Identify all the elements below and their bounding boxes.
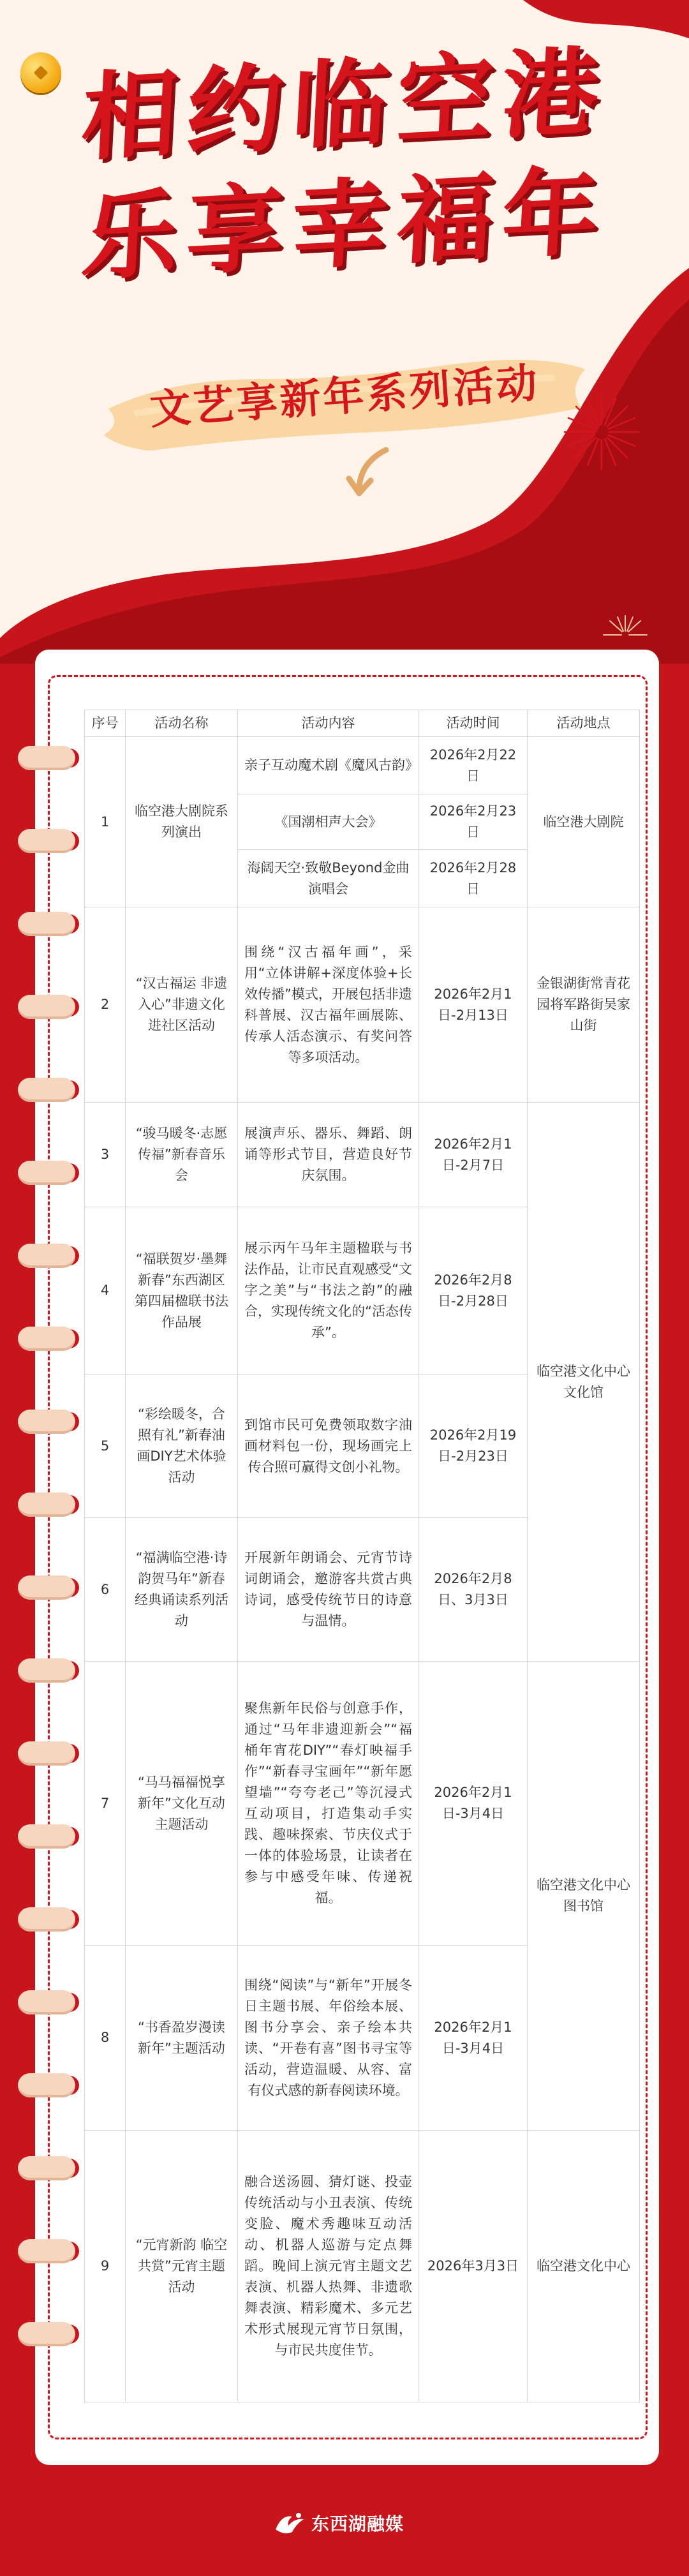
- title-line-1: 相约临空港: [78, 36, 611, 175]
- binder-ring: [18, 2239, 75, 2263]
- activity-time: 2026年3月3日: [419, 2131, 528, 2402]
- table-header-row: [85, 710, 640, 737]
- curved-arrow-icon: [341, 443, 399, 501]
- column-header: 活动时间: [419, 710, 528, 737]
- binder-ring: [18, 1161, 75, 1185]
- binder-ring: [18, 746, 75, 770]
- activity-time: 2026年2月1日-3月4日: [419, 1946, 528, 2131]
- activity-place: 临空港文化中心图书馆: [528, 1662, 640, 2131]
- activity-name: “马马福福悦享新年”文化互动主题活动: [126, 1662, 238, 1946]
- activity-time: 2026年2月28日: [419, 850, 528, 907]
- binder-ring: [18, 1244, 75, 1268]
- activity-content: 展演声乐、器乐、舞蹈、朗诵等形式节目，营造良好节庆氛围。: [238, 1103, 419, 1207]
- binder-ring: [18, 1327, 75, 1351]
- activity-table: [84, 710, 640, 2402]
- logo-mark-icon: [273, 2510, 306, 2536]
- binder-ring: [18, 1907, 75, 1932]
- binder-ring: [18, 1658, 75, 1683]
- activity-time: 2026年2月1日-2月13日: [419, 907, 528, 1103]
- activity-content: 聚焦新年民俗与创意手作，通过“马年非遗迎新会”“福桶年宵花DIY”“春灯映福手作”“新春寻宝画年”“新年愿望墙”“夸夸老己”等沉浸式互动项目，打造集动手实践、趣味探索、节庆仪式于一体的体验场景，让读者在参与中感受年味、传递祝福。: [238, 1662, 419, 1946]
- logo-text: 东西湖融媒: [311, 2513, 404, 2535]
- binder-ring: [18, 2322, 75, 2346]
- activity-name: “彩绘暖冬，合照有礼”新春油画DIY艺术体验活动: [126, 1374, 238, 1518]
- binder-ring: [18, 829, 75, 853]
- media-logo: [273, 2509, 404, 2537]
- activity-content: 围绕“汉古福年画”，采用“立体讲解+深度体验+长效传播”模式，开展包括非遗科普展、汉古福年画展陈、传承人活态演示、有奖问答等多项活动。: [238, 907, 419, 1103]
- table-row: [85, 1103, 640, 1207]
- title-line-2: 乐享幸福年: [78, 156, 611, 295]
- activity-place: 临空港文化中心: [528, 2131, 640, 2402]
- row-number: 7: [85, 1662, 126, 1946]
- column-header: 序号: [85, 710, 126, 737]
- row-number: 9: [85, 2131, 126, 2402]
- activity-name: “骏马暖冬·志愿传福”新春音乐会: [126, 1103, 238, 1207]
- activity-name: “书香盈岁漫读新年”主题活动: [126, 1946, 238, 2131]
- activity-content: 融合送汤圆、猜灯谜、投壶传统活动与小丑表演、传统变脸、魔术秀趣味互动活动、机器人巡游与定点舞蹈。晚间上演元宵主题文艺表演、机器人热舞、非遗歌舞表演、精彩魔术、多元艺术形式展现元宵节日氛围，与市民共度佳节。: [238, 2131, 419, 2402]
- binder-ring: [18, 2073, 75, 2097]
- binder-ring: [18, 1575, 75, 1600]
- activity-name: 临空港大剧院系列演出: [126, 737, 238, 907]
- activity-time: 2026年2月23日: [419, 794, 528, 850]
- activity-time: 2026年2月19日-2月23日: [419, 1374, 528, 1518]
- table-row: [85, 1662, 640, 1946]
- binder-ring: [18, 912, 75, 936]
- activity-time: 2026年2月1日-2月7日: [419, 1103, 528, 1207]
- activity-content: 开展新年朗诵会、元宵节诗词朗诵会，邀游客共赏古典诗词，感受传统节日的诗意与温情。: [238, 1518, 419, 1662]
- activity-time: 2026年2月1日-3月4日: [419, 1662, 528, 1946]
- table-row: [85, 2131, 640, 2402]
- binder-ring: [18, 1990, 75, 2014]
- row-number: 4: [85, 1207, 126, 1374]
- activity-place: 临空港大剧院: [528, 737, 640, 907]
- row-number: 8: [85, 1946, 126, 2131]
- binder-ring: [18, 1824, 75, 1849]
- binder-ring: [18, 995, 75, 1019]
- activity-content: 亲子互动魔术剧《魔风古韵》: [238, 737, 419, 794]
- activity-time: 2026年2月8日、3月3日: [419, 1518, 528, 1662]
- activity-time: 2026年2月22日: [419, 737, 528, 794]
- row-number: 1: [85, 737, 126, 907]
- activity-name: “福满临空港·诗韵贺马年”新春经典诵读系列活动: [126, 1518, 238, 1662]
- column-header: 活动内容: [238, 710, 419, 737]
- column-header: 活动地点: [528, 710, 640, 737]
- row-number: 3: [85, 1103, 126, 1207]
- activity-content: 展示丙午马年主题楹联与书法作品，让市民直观感受“文字之美”与“书法之韵”的融合，实现传统文化的“活态传承”。: [238, 1207, 419, 1374]
- table-row: [85, 907, 640, 1103]
- activity-place: 金银湖街常青花园将军路街吴家山街: [528, 907, 640, 1103]
- activity-name: “汉古福运 非遗入心”非遗文化进社区活动: [126, 907, 238, 1103]
- activity-content: 《国潮相声大会》: [238, 794, 419, 850]
- activity-name: “元宵新韵 临空共赏”元宵主题活动: [126, 2131, 238, 2402]
- activity-name: “福联贺岁·墨舞新春”东西湖区第四届楹联书法作品展: [126, 1207, 238, 1374]
- activity-time: 2026年2月8日-2月28日: [419, 1207, 528, 1374]
- page-subtitle: 文艺享新年系列活动: [148, 359, 542, 435]
- table-row: [85, 737, 640, 794]
- activity-content: 到馆市民可免费领取数字油画材料包一份，现场画完上传合照可赢得文创小礼物。: [238, 1374, 419, 1518]
- binder-ring: [18, 1741, 75, 1766]
- firework-icon: [560, 391, 643, 473]
- binder-ring: [18, 1410, 75, 1434]
- row-number: 5: [85, 1374, 126, 1518]
- activity-content: 围绕“阅读”与“新年”开展冬日主题书展、年俗绘本展、图书分享会、亲子绘本共读、“开卷有喜”图书寻宝等活动，营造温暖、从容、富有仪式感的新春阅读环境。: [238, 1946, 419, 2131]
- binder-ring: [18, 2156, 75, 2180]
- binder-ring: [18, 1493, 75, 1517]
- activity-content: 海阔天空·致敬Beyond金曲演唱会: [238, 850, 419, 907]
- column-header: 活动名称: [126, 710, 238, 737]
- row-number: 6: [85, 1518, 126, 1662]
- hero-banner: [0, 0, 689, 664]
- activity-place: 临空港文化中心文化馆: [528, 1103, 640, 1662]
- row-number: 2: [85, 907, 126, 1103]
- binder-ring: [18, 1078, 75, 1102]
